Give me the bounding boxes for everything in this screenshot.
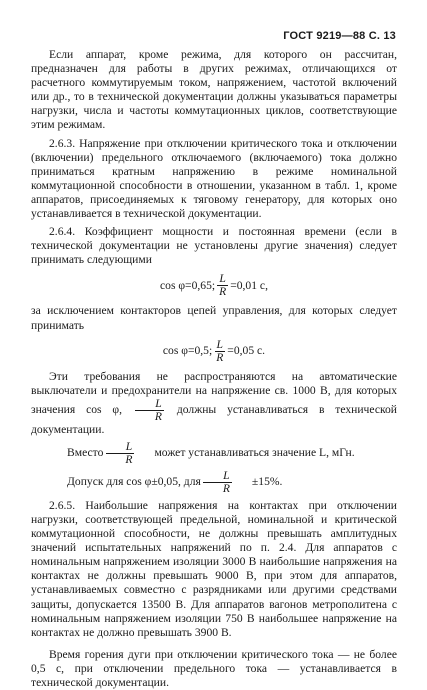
p5-text-end: должны устанавливаться в технической документации. [31,402,398,436]
formula1-left: cos φ=0,65; [160,278,216,292]
formula-power-factor-general [31,273,397,298]
instead-suffix: может устанавливаться значение L, мГн. [154,446,355,460]
tolerance-suffix: ±15%. [251,475,283,489]
formula2-left: cos φ=0,5; [162,344,213,358]
instead-line [31,441,397,466]
p5-numerator: L [135,398,163,411]
formula1-right: =0,01 с, [230,278,268,292]
formula2-numerator: L [216,337,223,351]
page-header: ГОСТ 9219—88 С. 13 [283,30,396,42]
paragraph-not-applicable [31,370,397,437]
p5-text: Эти требования не распространяются на автоматические выключатели и предохранители на напряжение св. 1000 В, для которых значения [31,369,397,416]
paragraph-exception: за исключением контакторов цепей управления, для которых следует принимать [31,304,397,332]
instead-denominator: R [125,452,133,466]
formula2-denominator: R [216,350,224,364]
tolerance-fraction [203,470,232,495]
formula2-fraction [214,339,225,364]
instead-fraction [105,441,134,466]
paragraph-2-6-5: 2.6.5. Наибольшие напряжения на контактах при отключении нагрузки, соответствующей предельной, номинальной и критической коммутационной способности, не должны превышать амплитудных значений испытательных напряжений по п. 2.4. Для аппаратов с номинальным напряжением изоляции 3000 В наибольшие напряжения на контактах не должны превышать 9000 В, при этом для аппаратов, устанавливаемых совместно с разрядниками или другими средствами защиты, допускается 13500 В. Для аппаратов вагонов метрополитена с номинальным напряжением изоляции 750 В наибольшее напряжение на контактах не должно превышать 3900 В. [31,498,397,639]
tolerance-denominator: R [222,481,230,495]
p5-fraction [135,398,164,423]
formula1-numerator: L [219,272,226,286]
paragraph-2-6-4: 2.6.4. Коэффициент мощности и постоянная времени (если в технической документации не установлены другие значения) следует принимать следующими [31,225,397,267]
instead-numerator: L [106,441,134,454]
p5-cosphi: cos φ, [86,402,123,416]
tolerance-numerator: L [203,470,231,483]
formula-power-factor-control [31,339,397,364]
document-body [31,48,397,690]
paragraph-2-6-3: 2.6.3. Напряжение при отключении критического тока и отключении (включении) предельного отключаемого (включаемого) тока должно приниматься кратным напряжению в режиме номинальной коммутационной способности в отношении, указанном в табл. 1, кроме аппаратов, присоединяемых к тяговому генератору, для которых оно устанавливается в технической документации. [31,136,397,221]
formula2-right: =0,05 с. [227,344,266,358]
tolerance-prefix: Допуск для cos φ±0,05, для [67,475,201,489]
instead-prefix: Вместо [67,446,104,460]
formula1-fraction [217,273,228,298]
paragraph-modes: Если аппарат, кроме режима, для которого он рассчитан, предназначен для работы в других режимах, отличающихся от расчетного коммутируемым током, напряжением, частотой включений или др., то в технической документации должны указываться параметры нагрузки, числа и частоты коммутационных циклов, соответствующие этим режимам. [31,48,397,132]
p5-denominator: R [154,409,162,423]
paragraph-arc-time: Время горения дуги при отключении критического тока — не более 0,5 с, при отключении предельного тока — устанавливается в технической документации. [31,647,397,689]
tolerance-line [31,470,397,495]
formula1-denominator: R [219,285,227,299]
